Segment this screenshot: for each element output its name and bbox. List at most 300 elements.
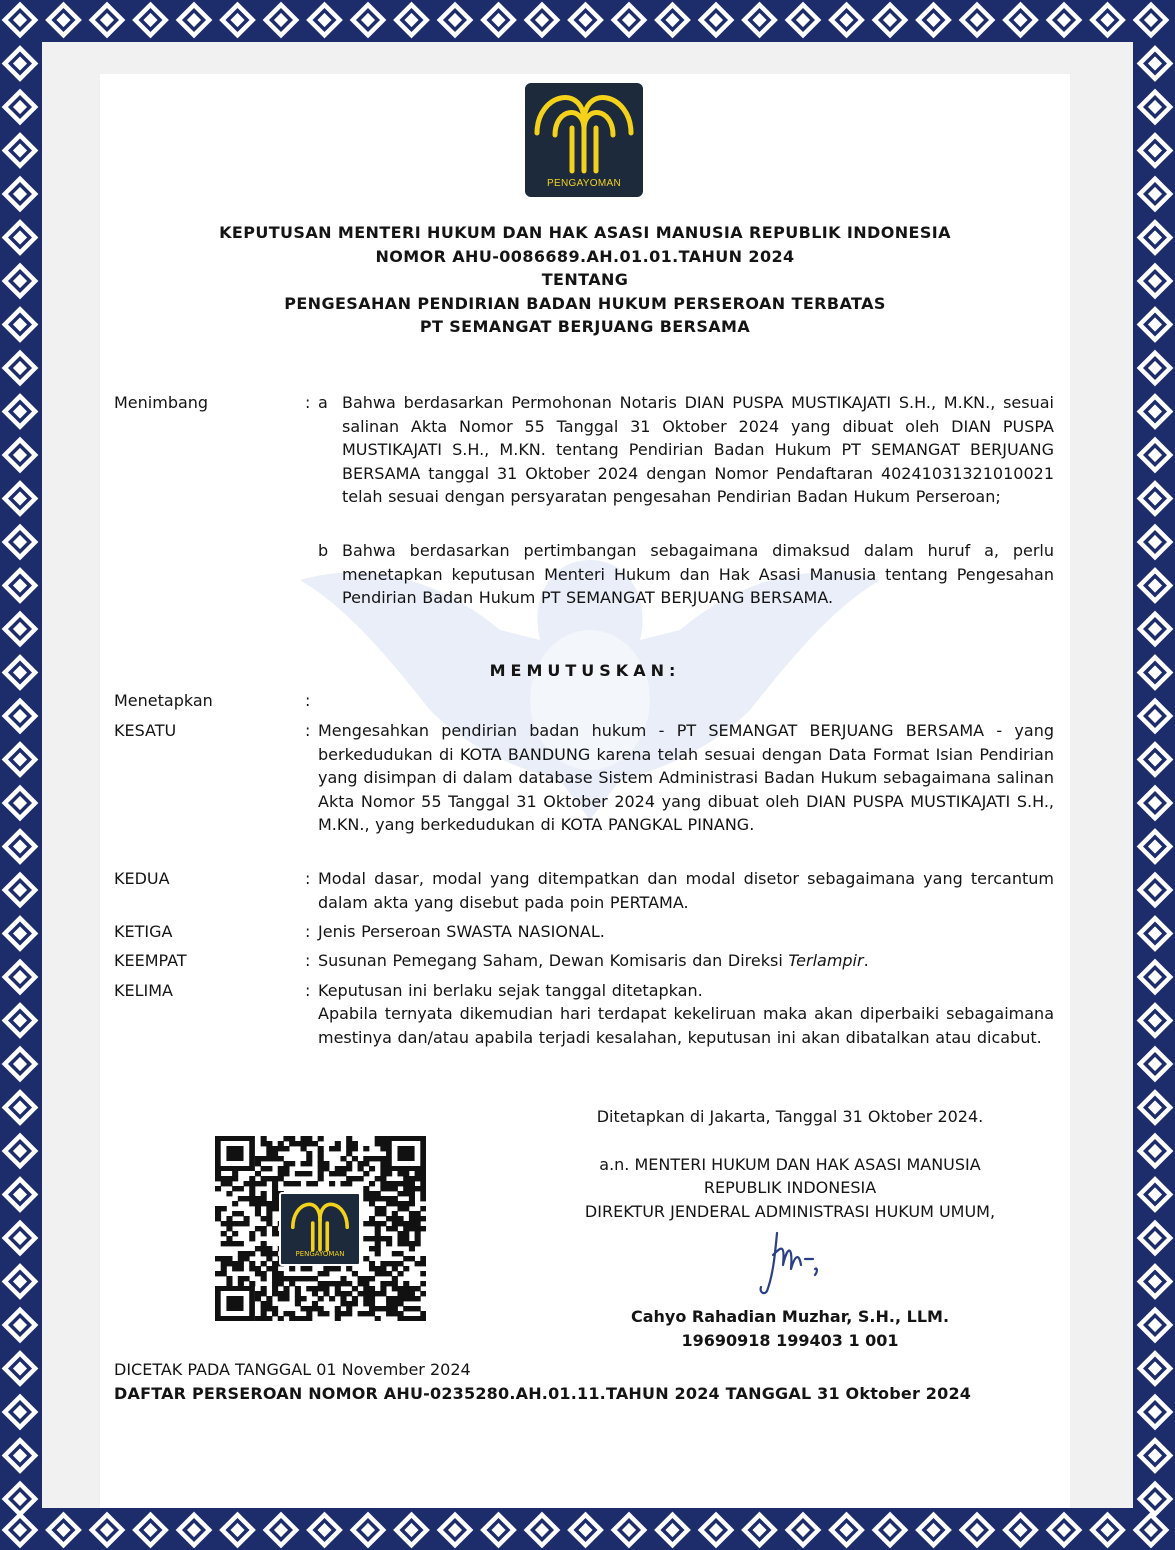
border-diamond bbox=[1046, 1512, 1083, 1549]
qr-module bbox=[238, 1266, 244, 1271]
qr-module bbox=[278, 1166, 284, 1171]
border-diamond bbox=[2, 524, 39, 561]
qr-module bbox=[295, 1276, 301, 1281]
border-diamond bbox=[1137, 219, 1174, 256]
qr-module bbox=[386, 1236, 392, 1241]
qr-module bbox=[375, 1271, 381, 1276]
qr-module bbox=[380, 1171, 386, 1176]
qr-module bbox=[420, 1261, 426, 1266]
qr-module bbox=[346, 1281, 352, 1286]
qr-module bbox=[369, 1181, 375, 1186]
qr-module bbox=[226, 1261, 232, 1266]
border-diamond bbox=[2, 567, 39, 604]
qr-module bbox=[289, 1161, 295, 1166]
qr-module bbox=[323, 1286, 329, 1291]
qr-module bbox=[255, 1171, 261, 1176]
border-diamond bbox=[698, 1512, 735, 1549]
qr-module bbox=[318, 1296, 324, 1301]
qr-module bbox=[232, 1171, 238, 1176]
border-diamond bbox=[1137, 1481, 1174, 1518]
qr-module bbox=[346, 1311, 352, 1316]
border-diamond bbox=[89, 2, 126, 39]
ketiga-label: KETIGA bbox=[114, 922, 173, 941]
qr-module bbox=[380, 1211, 386, 1216]
qr-module bbox=[392, 1251, 398, 1256]
qr-module bbox=[289, 1316, 295, 1321]
qr-module bbox=[375, 1306, 381, 1311]
qr-module bbox=[409, 1191, 415, 1196]
qr-module bbox=[238, 1196, 244, 1201]
qr-module bbox=[386, 1241, 392, 1246]
border-diamond bbox=[1137, 1176, 1174, 1213]
qr-module bbox=[397, 1301, 403, 1306]
qr-module bbox=[244, 1276, 250, 1281]
border-diamond bbox=[2, 1176, 39, 1213]
qr-module bbox=[369, 1291, 375, 1296]
qr-module bbox=[278, 1156, 284, 1161]
qr-module bbox=[358, 1161, 364, 1166]
qr-module bbox=[238, 1281, 244, 1286]
border-diamond bbox=[2, 132, 39, 169]
qr-module bbox=[352, 1176, 358, 1181]
qr-module bbox=[380, 1156, 386, 1161]
qr-module bbox=[232, 1221, 238, 1226]
qr-module bbox=[244, 1216, 250, 1221]
qr-module bbox=[318, 1171, 324, 1176]
border-diamond bbox=[1137, 959, 1174, 996]
qr-module bbox=[403, 1256, 409, 1261]
border-diamond bbox=[1137, 1046, 1174, 1083]
qr-module bbox=[397, 1206, 403, 1211]
border-diamond bbox=[480, 1512, 517, 1549]
qr-module bbox=[301, 1296, 307, 1301]
title-line-3: TENTANG bbox=[541, 270, 629, 289]
border-diamond bbox=[785, 2, 822, 39]
qr-module bbox=[261, 1246, 267, 1251]
qr-module bbox=[226, 1191, 232, 1196]
qr-module bbox=[403, 1206, 409, 1211]
qr-module bbox=[266, 1301, 272, 1306]
border-diamond bbox=[1089, 1512, 1126, 1549]
qr-module bbox=[346, 1151, 352, 1156]
qr-module bbox=[369, 1166, 375, 1171]
qr-module bbox=[289, 1141, 295, 1146]
border-diamond bbox=[176, 2, 213, 39]
qr-module bbox=[375, 1236, 381, 1241]
qr-module bbox=[340, 1166, 346, 1171]
qr-module bbox=[397, 1241, 403, 1246]
menimbang-label: Menimbang bbox=[114, 393, 209, 412]
border-diamond bbox=[2, 872, 39, 909]
qr-module bbox=[409, 1226, 415, 1231]
qr-module bbox=[420, 1316, 426, 1321]
qr-module bbox=[232, 1261, 238, 1266]
border-diamond bbox=[176, 1512, 213, 1549]
border-diamond bbox=[1137, 1133, 1174, 1170]
qr-module bbox=[420, 1256, 426, 1261]
qr-module bbox=[312, 1291, 318, 1296]
qr-module bbox=[249, 1266, 255, 1271]
kedua-text: Modal dasar, modal yang ditempatkan dan modal disetor sebagaimana yang tercantum dalam akta yang disebut pada poin PERTAMA. bbox=[318, 869, 1054, 912]
qr-module bbox=[255, 1181, 261, 1186]
qr-module bbox=[295, 1141, 301, 1146]
qr-module bbox=[272, 1156, 278, 1161]
qr-module bbox=[397, 1311, 403, 1316]
qr-module bbox=[358, 1276, 364, 1281]
qr-module bbox=[249, 1261, 255, 1266]
qr-module bbox=[352, 1141, 358, 1146]
qr-module bbox=[306, 1171, 312, 1176]
qr-module bbox=[375, 1221, 381, 1226]
qr-module bbox=[323, 1281, 329, 1286]
qr-module bbox=[392, 1261, 398, 1266]
qr-module bbox=[392, 1301, 398, 1306]
qr-module bbox=[318, 1286, 324, 1291]
qr-module bbox=[238, 1276, 244, 1281]
qr-module bbox=[397, 1236, 403, 1241]
signatory-role-2: REPUBLIK INDONESIA bbox=[703, 1178, 877, 1197]
qr-module bbox=[306, 1316, 312, 1321]
qr-module bbox=[329, 1266, 335, 1271]
qr-module bbox=[301, 1161, 307, 1166]
border-diamond bbox=[437, 1512, 474, 1549]
qr-module bbox=[346, 1181, 352, 1186]
border-diamond bbox=[1137, 1263, 1174, 1300]
qr-module bbox=[340, 1181, 346, 1186]
keempat-label: KEEMPAT bbox=[114, 951, 187, 970]
qr-module bbox=[380, 1281, 386, 1286]
qr-module bbox=[397, 1261, 403, 1266]
qr-module bbox=[278, 1271, 284, 1276]
border-diamond bbox=[132, 2, 169, 39]
qr-module bbox=[415, 1216, 421, 1221]
qr-module bbox=[335, 1141, 341, 1146]
border-diamond bbox=[350, 2, 387, 39]
border-diamond bbox=[915, 1512, 952, 1549]
qr-module bbox=[409, 1256, 415, 1261]
qr-module bbox=[358, 1291, 364, 1296]
qr-module bbox=[272, 1151, 278, 1156]
qr-module bbox=[392, 1226, 398, 1231]
qr-module bbox=[335, 1146, 341, 1151]
qr-module bbox=[266, 1206, 272, 1211]
border-diamond bbox=[2, 698, 39, 735]
qr-module bbox=[289, 1181, 295, 1186]
qr-module bbox=[238, 1211, 244, 1216]
qr-module bbox=[272, 1146, 278, 1151]
qr-module bbox=[261, 1286, 267, 1291]
qr-module bbox=[329, 1146, 335, 1151]
qr-module bbox=[375, 1206, 381, 1211]
border-diamond bbox=[1137, 785, 1174, 822]
kesatu-text: Mengesahkan pendirian badan hukum - PT SEMANGAT BERJUANG BERSAMA - yang berkedudukan di KOTA BANDUNG karena telah sesuai dengan Data Format Isian Pendirian yang disimpan di dalam database Sistem Administrasi Badan Hukum sebagaimana salinan Akta Nomor 55 Tanggal 31 Oktober 2024 yang dibuat oleh DIAN PUSPA MUSTIKAJATI S.H., M.KN., yang berkedudukan di KOTA PANGKAL PINANG. bbox=[318, 721, 1054, 834]
qr-module bbox=[318, 1271, 324, 1276]
qr-module bbox=[221, 1231, 227, 1236]
qr-module bbox=[409, 1221, 415, 1226]
qr-module bbox=[363, 1171, 369, 1176]
qr-module bbox=[386, 1186, 392, 1191]
qr-module bbox=[266, 1251, 272, 1256]
qr-module bbox=[238, 1186, 244, 1191]
qr-module bbox=[380, 1166, 386, 1171]
qr-module bbox=[409, 1176, 415, 1181]
qr-module bbox=[226, 1281, 232, 1286]
qr-module bbox=[392, 1311, 398, 1316]
qr-module bbox=[289, 1311, 295, 1316]
menetapkan-label: Menetapkan bbox=[114, 691, 213, 710]
qr-module bbox=[283, 1286, 289, 1291]
qr-module bbox=[261, 1241, 267, 1246]
qr-module bbox=[283, 1166, 289, 1171]
border-diamond bbox=[1137, 698, 1174, 735]
qr-module bbox=[301, 1316, 307, 1321]
qr-module bbox=[226, 1216, 232, 1221]
qr-module bbox=[363, 1291, 369, 1296]
qr-module bbox=[409, 1241, 415, 1246]
qr-module bbox=[386, 1301, 392, 1306]
qr-module bbox=[358, 1176, 364, 1181]
qr-module bbox=[409, 1306, 415, 1311]
border-diamond bbox=[524, 1512, 561, 1549]
qr-module bbox=[295, 1181, 301, 1186]
qr-module bbox=[403, 1231, 409, 1236]
qr-module bbox=[363, 1281, 369, 1286]
qr-module bbox=[386, 1306, 392, 1311]
menetapkan-colon: : bbox=[305, 691, 311, 710]
qr-module bbox=[221, 1176, 227, 1181]
qr-module bbox=[266, 1296, 272, 1301]
qr-module bbox=[249, 1181, 255, 1186]
qr-module bbox=[375, 1316, 381, 1321]
qr-module bbox=[375, 1176, 381, 1181]
qr-module bbox=[386, 1271, 392, 1276]
qr-module bbox=[272, 1291, 278, 1296]
border-diamond bbox=[1137, 1437, 1174, 1474]
qr-module bbox=[335, 1291, 341, 1296]
qr-module bbox=[392, 1296, 398, 1301]
qr-module bbox=[255, 1316, 261, 1321]
qr-module bbox=[221, 1221, 227, 1226]
qr-module bbox=[375, 1291, 381, 1296]
qr-module bbox=[295, 1301, 301, 1306]
qr-module bbox=[397, 1286, 403, 1291]
qr-module bbox=[363, 1191, 369, 1196]
qr-module bbox=[380, 1146, 386, 1151]
qr-module bbox=[403, 1176, 409, 1181]
qr-module bbox=[272, 1186, 278, 1191]
qr-module bbox=[403, 1171, 409, 1176]
qr-module bbox=[255, 1161, 261, 1166]
border-diamond bbox=[2, 915, 39, 952]
qr-module bbox=[403, 1241, 409, 1246]
qr-module bbox=[375, 1136, 381, 1141]
qr-module bbox=[409, 1211, 415, 1216]
qr-module bbox=[261, 1141, 267, 1146]
qr-module bbox=[397, 1191, 403, 1196]
border-diamond bbox=[959, 2, 996, 39]
border-diamond bbox=[828, 1512, 865, 1549]
qr-module bbox=[369, 1311, 375, 1316]
title-line-4: PENGESAHAN PENDIRIAN BADAN HUKUM PERSEROAN TERBATAS bbox=[284, 293, 886, 313]
qr-module bbox=[335, 1171, 341, 1176]
qr-module bbox=[392, 1186, 398, 1191]
qr-module bbox=[375, 1141, 381, 1146]
qr-module bbox=[232, 1231, 238, 1236]
qr-module bbox=[358, 1311, 364, 1316]
qr-module bbox=[369, 1221, 375, 1226]
qr-module bbox=[380, 1266, 386, 1271]
qr-module bbox=[380, 1136, 386, 1141]
qr-module bbox=[335, 1286, 341, 1291]
signatory-name: Cahyo Rahadian Muzhar, S.H., LLM. bbox=[630, 1307, 950, 1326]
qr-module bbox=[283, 1171, 289, 1176]
border-diamond bbox=[393, 2, 430, 39]
qr-module bbox=[403, 1316, 409, 1321]
qr-module bbox=[340, 1311, 346, 1316]
qr-module bbox=[301, 1141, 307, 1146]
qr-module bbox=[375, 1211, 381, 1216]
qr-module bbox=[375, 1231, 381, 1236]
qr-module bbox=[221, 1266, 227, 1271]
qr-module bbox=[369, 1246, 375, 1251]
qr-module bbox=[386, 1196, 392, 1201]
border-diamond bbox=[2, 1263, 39, 1300]
qr-module bbox=[386, 1171, 392, 1176]
qr-module bbox=[346, 1266, 352, 1271]
qr-module bbox=[363, 1186, 369, 1191]
qr-module bbox=[261, 1316, 267, 1321]
qr-module bbox=[272, 1271, 278, 1276]
qr-module bbox=[380, 1306, 386, 1311]
border-diamond bbox=[654, 1512, 691, 1549]
qr-module bbox=[306, 1156, 312, 1161]
qr-module bbox=[255, 1156, 261, 1161]
qr-module bbox=[249, 1196, 255, 1201]
border-diamond bbox=[1137, 1002, 1174, 1039]
border-diamond bbox=[350, 1512, 387, 1549]
qr-module bbox=[318, 1146, 324, 1151]
qr-module bbox=[266, 1266, 272, 1271]
border-diamond bbox=[1133, 1512, 1170, 1549]
qr-module bbox=[409, 1181, 415, 1186]
border-diamond bbox=[2, 1437, 39, 1474]
qr-module bbox=[415, 1261, 421, 1266]
qr-module bbox=[409, 1316, 415, 1321]
qr-module bbox=[403, 1266, 409, 1271]
border-diamond bbox=[741, 1512, 778, 1549]
qr-module bbox=[420, 1311, 426, 1316]
qr-module bbox=[283, 1181, 289, 1186]
qr-module bbox=[249, 1186, 255, 1191]
qr-module bbox=[261, 1251, 267, 1256]
qr-module bbox=[340, 1281, 346, 1286]
border-diamond bbox=[2, 176, 39, 213]
qr-module bbox=[340, 1276, 346, 1281]
qr-module bbox=[226, 1221, 232, 1226]
border-diamond bbox=[2, 219, 39, 256]
border-diamond bbox=[1137, 1350, 1174, 1387]
qr-module bbox=[363, 1301, 369, 1306]
qr-module bbox=[283, 1311, 289, 1316]
qr-module bbox=[255, 1226, 261, 1231]
border-diamond bbox=[2, 480, 39, 517]
qr-module bbox=[289, 1281, 295, 1286]
border-diamond bbox=[2, 611, 39, 648]
border-diamond bbox=[611, 2, 648, 39]
qr-module bbox=[369, 1266, 375, 1271]
qr-module bbox=[380, 1161, 386, 1166]
qr-module bbox=[340, 1301, 346, 1306]
qr-module bbox=[352, 1286, 358, 1291]
qr-module bbox=[415, 1171, 421, 1176]
qr-module bbox=[278, 1141, 284, 1146]
kelima-colon: : bbox=[305, 981, 311, 1000]
qr-module bbox=[380, 1141, 386, 1146]
qr-module bbox=[369, 1296, 375, 1301]
qr-module bbox=[249, 1236, 255, 1241]
border-diamond bbox=[132, 1512, 169, 1549]
qr-module bbox=[392, 1201, 398, 1206]
qr-module bbox=[272, 1206, 278, 1211]
qr-module bbox=[226, 1181, 232, 1186]
qr-module bbox=[318, 1136, 324, 1141]
qr-module bbox=[232, 1186, 238, 1191]
qr-module bbox=[358, 1166, 364, 1171]
border-diamond bbox=[1137, 45, 1174, 82]
border-diamond bbox=[1137, 89, 1174, 126]
qr-module bbox=[363, 1296, 369, 1301]
qr-module bbox=[301, 1171, 307, 1176]
border-diamond bbox=[1137, 567, 1174, 604]
border-diamond bbox=[1137, 393, 1174, 430]
qr-module bbox=[415, 1286, 421, 1291]
qr-module bbox=[295, 1171, 301, 1176]
border-diamond bbox=[1137, 306, 1174, 343]
border-diamond bbox=[2, 89, 39, 126]
kedua-label: KEDUA bbox=[114, 869, 170, 888]
keempat-text-italic: Terlampir bbox=[788, 951, 864, 970]
border-diamond bbox=[45, 2, 82, 39]
qr-module bbox=[278, 1146, 284, 1151]
qr-module bbox=[375, 1191, 381, 1196]
qr-module bbox=[226, 1226, 232, 1231]
qr-module bbox=[369, 1196, 375, 1201]
qr-module bbox=[221, 1241, 227, 1246]
qr-module bbox=[403, 1296, 409, 1301]
qr-module bbox=[420, 1226, 426, 1231]
qr-module bbox=[283, 1146, 289, 1151]
signatory-role-1: a.n. MENTERI HUKUM DAN HAK ASASI MANUSIA bbox=[599, 1155, 981, 1174]
border-diamond bbox=[1137, 480, 1174, 517]
qr-module bbox=[215, 1256, 221, 1261]
menimbang-a-marker: a bbox=[318, 393, 328, 412]
qr-module bbox=[278, 1291, 284, 1296]
border-diamond bbox=[306, 1512, 343, 1549]
qr-module bbox=[409, 1201, 415, 1206]
qr-module bbox=[261, 1276, 267, 1281]
qr-module bbox=[329, 1296, 335, 1301]
qr-module bbox=[420, 1181, 426, 1186]
border-diamond bbox=[959, 1512, 996, 1549]
qr-module bbox=[397, 1181, 403, 1186]
qr-module bbox=[420, 1206, 426, 1211]
border-diamond bbox=[89, 1512, 126, 1549]
qr-module bbox=[261, 1226, 267, 1231]
qr-module bbox=[397, 1296, 403, 1301]
qr-module bbox=[278, 1281, 284, 1286]
qr-module bbox=[403, 1181, 409, 1186]
qr-module bbox=[278, 1276, 284, 1281]
